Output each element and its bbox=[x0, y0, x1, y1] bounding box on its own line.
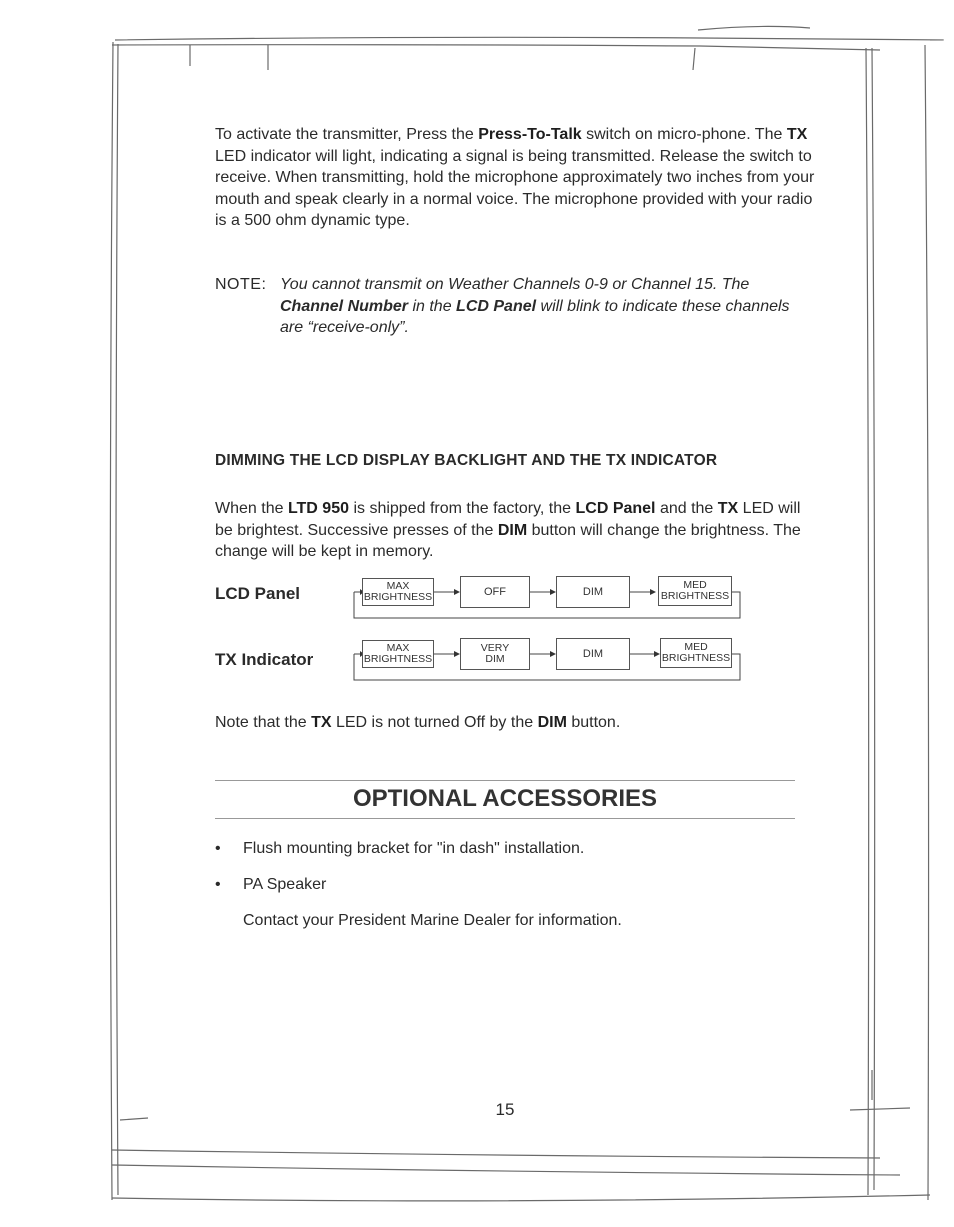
section-rule-top bbox=[215, 780, 795, 781]
tx-step-max-brightness: MAX BRIGHTNESS bbox=[362, 640, 434, 668]
dimming-paragraph: When the LTD 950 is shipped from the factory, the LCD Panel and the TX LED will be brightest. Successive presses of the DIM button will change the brightness. The change will be kept in memory. bbox=[215, 500, 801, 560]
contact-text: Contact your President Marine Dealer for information. bbox=[243, 912, 622, 929]
list-item-text: PA Speaker bbox=[243, 876, 327, 893]
note-text: You cannot transmit on Weather Channels 0-9 or Channel 15. The Channel Number in the LCD Panel will blink to indicate these channels are “receive-only”. bbox=[280, 276, 790, 336]
page-number: 15 bbox=[495, 1100, 515, 1119]
optional-accessories-title: OPTIONAL ACCESSORIES bbox=[352, 785, 658, 812]
note-label: NOTE: bbox=[215, 276, 267, 293]
tx-step-med-brightness: MED BRIGHTNESS bbox=[660, 638, 732, 668]
tx-step-very-dim: VERY DIM bbox=[460, 638, 530, 670]
dimming-heading: DIMMING THE LCD DISPLAY BACKLIGHT AND THE TX INDICATOR bbox=[215, 452, 718, 469]
section-rule-bottom bbox=[215, 818, 795, 819]
tx-indicator-sequence bbox=[350, 638, 744, 682]
tx-step-dim: DIM bbox=[556, 638, 630, 670]
lcd-panel-label: LCD Panel bbox=[215, 584, 301, 603]
lcd-step-dim: DIM bbox=[556, 576, 630, 608]
lcd-step-med-brightness: MED BRIGHTNESS bbox=[658, 576, 732, 606]
lcd-step-max-brightness: MAX BRIGHTNESS bbox=[362, 578, 434, 606]
lcd-step-off: OFF bbox=[460, 576, 530, 608]
list-item-text: Flush mounting bracket for "in dash" installation. bbox=[243, 840, 585, 857]
tx-indicator-label: TX Indicator bbox=[215, 650, 314, 669]
lcd-panel-sequence bbox=[350, 576, 744, 620]
bullet-icon: • bbox=[215, 840, 221, 857]
led-note-paragraph: Note that the TX LED is not turned Off by the DIM button. bbox=[215, 714, 621, 731]
intro-paragraph: To activate the transmitter, Press the Press-To-Talk switch on micro-phone. The TX LED indicator will light, indicating a signal is being transmitted. Release the switch to receive. When transmitting, hold the microphone approximately two inches from your mouth and speak clearly in a normal voice. The microphone provided with your radio is a 500 ohm dynamic type. bbox=[215, 126, 815, 229]
bullet-icon: • bbox=[215, 876, 221, 893]
